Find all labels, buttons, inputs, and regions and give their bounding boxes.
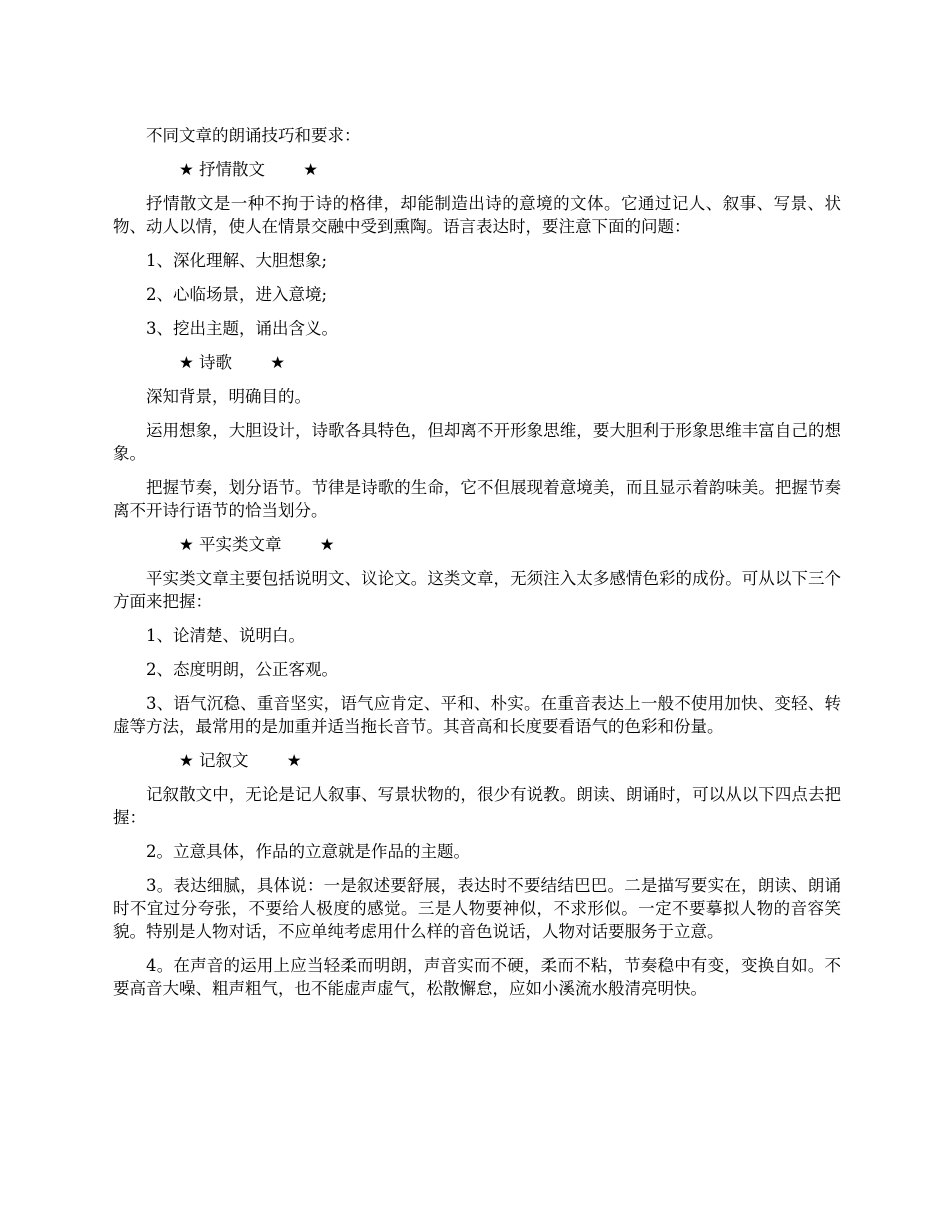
list-item: 2。立意具体，作品的立意就是作品的主题。 <box>146 842 470 861</box>
paragraph: 深知背景，明确目的。 <box>146 387 311 406</box>
list-item: 1、深化理解、大胆想象; <box>146 251 328 270</box>
list-item: 3、语气沉稳、重音坚实，语气应肯定、平和、朴实。在重音表达上一般不使用加快、变轻、转虚等方法，最常用的是加重并适当拖长音节。其音高和长度要看语气的色彩和份量。 <box>113 694 841 736</box>
list-item: 3、挖出主题，诵出含义。 <box>146 319 338 338</box>
list-item: 3。表达细腻，具体说：一是叙述要舒展，表达时不要结结巴巴。二是描写要实在，朗读、朗诵时不宜过分夸张，不要给人极度的感觉。三是人物要神似，不求形似。一定不要摹拟人物的音容笑貌。特别是人物对话，不应单纯考虑用什么样的音色说话，人物对话要服务于立意。 <box>113 876 841 941</box>
paragraph: 平实类文章主要包括说明文、议论文。这类文章，无须注入太多感情色彩的成份。可从以下三个方面来把握： <box>113 569 841 611</box>
paragraph: 记叙散文中，无论是记人叙事、写景状物的，很少有说教。朗读、朗诵时，可以从以下四点去把握： <box>113 785 841 827</box>
star-icon: ★ <box>319 535 335 554</box>
star-icon: ★ <box>286 751 302 770</box>
section-heading-narrative <box>113 749 841 772</box>
paragraph: 抒情散文是一种不拘于诗的格律，却能制造出诗的意境的文体。它通过记人、叙事、写景、状物、动人以情，使人在情景交融中受到熏陶。语言表达时，要注意下面的问题： <box>113 194 841 236</box>
star-icon: ★ <box>179 751 194 770</box>
section-heading-poetry <box>113 351 841 374</box>
section-heading-text: 平实类文章 <box>199 535 282 554</box>
list-item: 2、心临场景，进入意境; <box>146 285 328 304</box>
list-item: 2、态度明朗，公正客观。 <box>146 660 338 679</box>
section-heading-text: 诗歌 <box>199 353 233 372</box>
list-item: 1、论清楚、说明白。 <box>146 626 305 645</box>
star-icon: ★ <box>270 353 286 372</box>
list-item: 4。在声音的运用上应当轻柔而明朗，声音实而不硬，柔而不粘，节奏稳中有变，变换自如。不要高音大噪、粗声粗气，也不能虚声虚气，松散懈怠，应如小溪流水般清亮明快。 <box>113 956 841 998</box>
section-heading-text: 抒情散文 <box>199 160 266 179</box>
paragraph: 运用想象，大胆设计，诗歌各具特色，但却离不开形象思维，要大胆利于形象思维丰富自己的想象。 <box>113 421 841 463</box>
star-icon: ★ <box>303 160 319 179</box>
document-title: 不同文章的朗诵技巧和要求： <box>146 126 361 145</box>
star-icon: ★ <box>179 160 194 179</box>
section-heading-plain-writing <box>113 533 841 556</box>
document-page <box>113 124 841 1011</box>
section-heading-text: 记叙文 <box>199 751 249 770</box>
section-heading-lyric-prose <box>113 158 841 181</box>
paragraph: 把握节奏，划分语节。节律是诗歌的生命，它不但展现着意境美，而且显示着韵味美。把握节奏离不开诗行语节的恰当划分。 <box>113 478 841 520</box>
star-icon: ★ <box>179 353 194 372</box>
star-icon: ★ <box>179 535 194 554</box>
